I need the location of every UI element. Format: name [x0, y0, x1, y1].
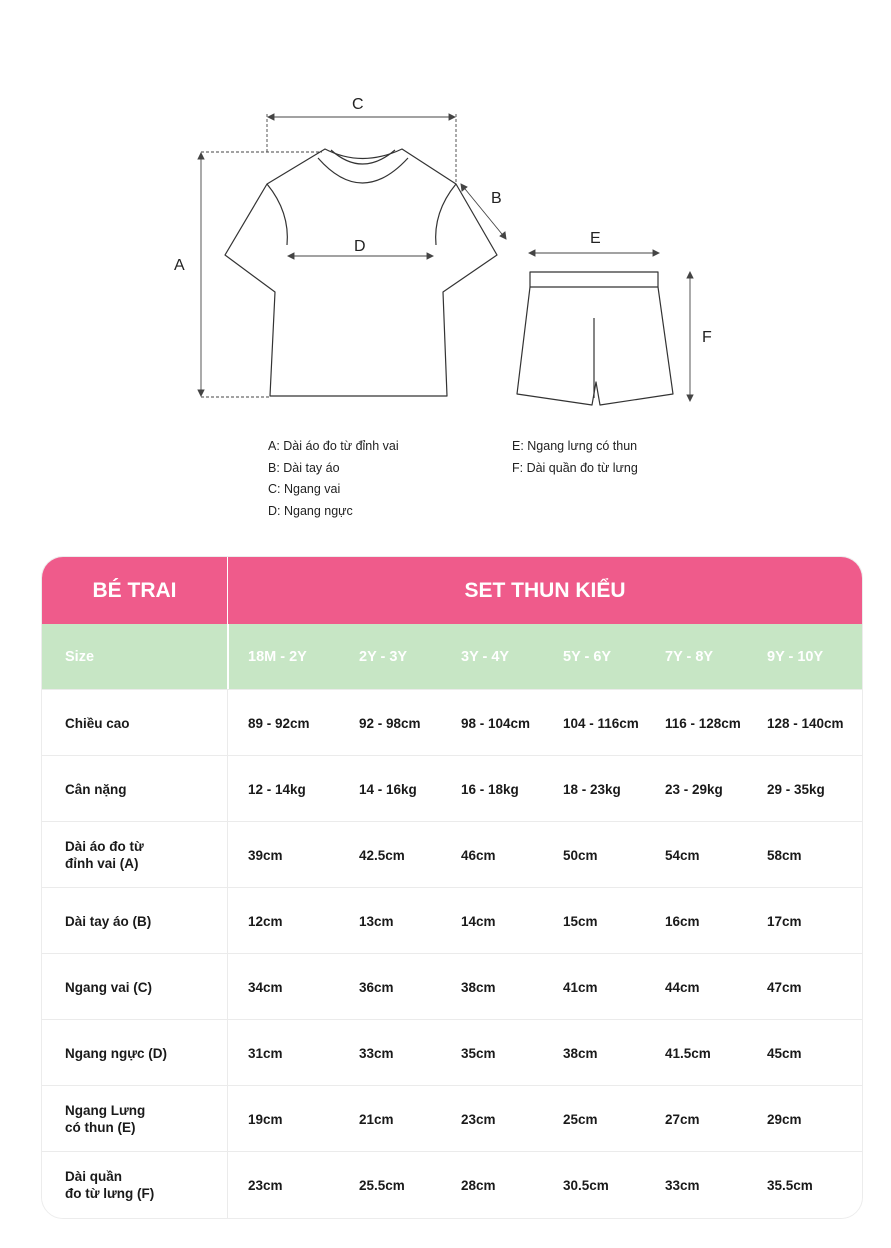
divider [227, 888, 228, 954]
divider [227, 1020, 228, 1086]
table-cell: 38cm [461, 979, 496, 995]
legend-item: D: Ngang ngực [268, 503, 353, 518]
label-c: C [352, 96, 364, 113]
table-cell: 15cm [563, 913, 598, 929]
table-cell: 54cm [665, 847, 700, 863]
table-cell: 31cm [248, 1045, 283, 1061]
table-cell: 25cm [563, 1111, 598, 1127]
table-cell: 21cm [359, 1111, 394, 1127]
table-row [42, 887, 862, 954]
table-cell: 30.5cm [563, 1177, 609, 1193]
table-cell: 116 - 128cm [665, 715, 741, 731]
row-label: Dài áo đo từ đỉnh vai (A) [65, 839, 144, 871]
label-a: A [174, 257, 185, 274]
row-label: Ngang Lưng có thun (E) [65, 1103, 146, 1135]
table-cell: 98 - 104cm [461, 715, 531, 731]
size-label: Size [65, 648, 95, 665]
table-cell: 42.5cm [359, 847, 405, 863]
legend-item: C: Ngang vai [268, 482, 341, 496]
table-row [42, 689, 862, 756]
table-cell: 128 - 140cm [767, 715, 844, 731]
label-f: F [702, 329, 712, 346]
table-cell: 47cm [767, 979, 802, 995]
table-cell: 44cm [665, 979, 700, 995]
table-header [42, 557, 862, 624]
table-cell: 45cm [767, 1045, 802, 1061]
table-cell: 92 - 98cm [359, 715, 421, 731]
legend-item: E: Ngang lưng có thun [512, 439, 638, 453]
size-column-header: 3Y - 4Y [461, 648, 510, 665]
table-cell: 12cm [248, 913, 283, 929]
table-cell: 18 - 23kg [563, 781, 621, 797]
table-cell: 58cm [767, 847, 802, 863]
tshirt-outline-icon [225, 149, 497, 396]
divider [227, 954, 228, 1020]
table-cell: 23cm [248, 1177, 283, 1193]
row-label: Dài tay áo (B) [65, 913, 152, 929]
divider [227, 690, 228, 756]
table-cell: 29cm [767, 1111, 802, 1127]
label-d: D [354, 238, 366, 255]
divider [227, 1152, 228, 1218]
table-cell: 41cm [563, 979, 598, 995]
row-label: Dài quần đo từ lưng (F) [65, 1169, 155, 1201]
table-cell: 41.5cm [665, 1045, 711, 1061]
size-header-row [42, 624, 862, 689]
table-cell: 33cm [665, 1177, 700, 1193]
size-table [41, 556, 863, 1219]
table-cell: 27cm [665, 1111, 700, 1127]
row-label: Chiều cao [65, 715, 130, 731]
table-row [42, 1151, 862, 1218]
table-cell: 29 - 35kg [767, 781, 825, 797]
table-cell: 39cm [248, 847, 283, 863]
table-cell: 46cm [461, 847, 496, 863]
table-row [42, 1019, 862, 1086]
divider [227, 624, 229, 689]
table-cell: 23cm [461, 1111, 496, 1127]
table-cell: 104 - 116cm [563, 715, 639, 731]
row-label: Ngang vai (C) [65, 979, 153, 995]
table-row [42, 755, 862, 822]
table-cell: 38cm [563, 1045, 598, 1061]
label-e: E [590, 230, 601, 247]
legend-item: A: Dài áo đo từ đỉnh vai [268, 439, 399, 453]
legend-shirt [268, 436, 399, 522]
table-cell: 16cm [665, 913, 700, 929]
table-cell: 12 - 14kg [248, 781, 306, 797]
table-cell: 14 - 16kg [359, 781, 417, 797]
table-cell: 17cm [767, 913, 802, 929]
legend-item: B: Dài tay áo [268, 460, 340, 475]
table-cell: 28cm [461, 1177, 496, 1193]
table-cell: 36cm [359, 979, 394, 995]
legend-item: F: Dài quần đo từ lưng [512, 460, 638, 475]
table-row [42, 1085, 862, 1152]
divider [227, 1086, 228, 1152]
size-column-header: 9Y - 10Y [767, 648, 824, 665]
table-cell: 35cm [461, 1045, 496, 1061]
table-cell: 23 - 29kg [665, 781, 723, 797]
table-cell: 14cm [461, 913, 496, 929]
shorts-outline-icon [517, 272, 673, 405]
size-column-header: 7Y - 8Y [665, 648, 714, 665]
size-column-header: 18M - 2Y [248, 648, 307, 665]
table-cell: 19cm [248, 1111, 283, 1127]
table-cell: 34cm [248, 979, 283, 995]
table-cell: 35.5cm [767, 1177, 813, 1193]
gender-title: BÉ TRAI [42, 557, 228, 624]
row-label: Ngang ngực (D) [65, 1045, 168, 1061]
size-column-header: 2Y - 3Y [359, 648, 408, 665]
legend-shorts [512, 436, 638, 479]
table-cell: 50cm [563, 847, 598, 863]
table-cell: 13cm [359, 913, 394, 929]
table-cell: 89 - 92cm [248, 715, 310, 731]
size-column-header: 5Y - 6Y [563, 648, 612, 665]
table-row [42, 821, 862, 888]
table-cell: 16 - 18kg [461, 781, 519, 797]
row-label: Cân nặng [65, 781, 127, 797]
product-title: SET THUN KIỂU [464, 578, 626, 602]
size-diagram [0, 0, 891, 540]
divider [227, 756, 228, 822]
divider [227, 822, 228, 888]
table-cell: 33cm [359, 1045, 394, 1061]
table-row [42, 953, 862, 1020]
table-cell: 25.5cm [359, 1177, 405, 1193]
label-b: B [491, 190, 502, 207]
